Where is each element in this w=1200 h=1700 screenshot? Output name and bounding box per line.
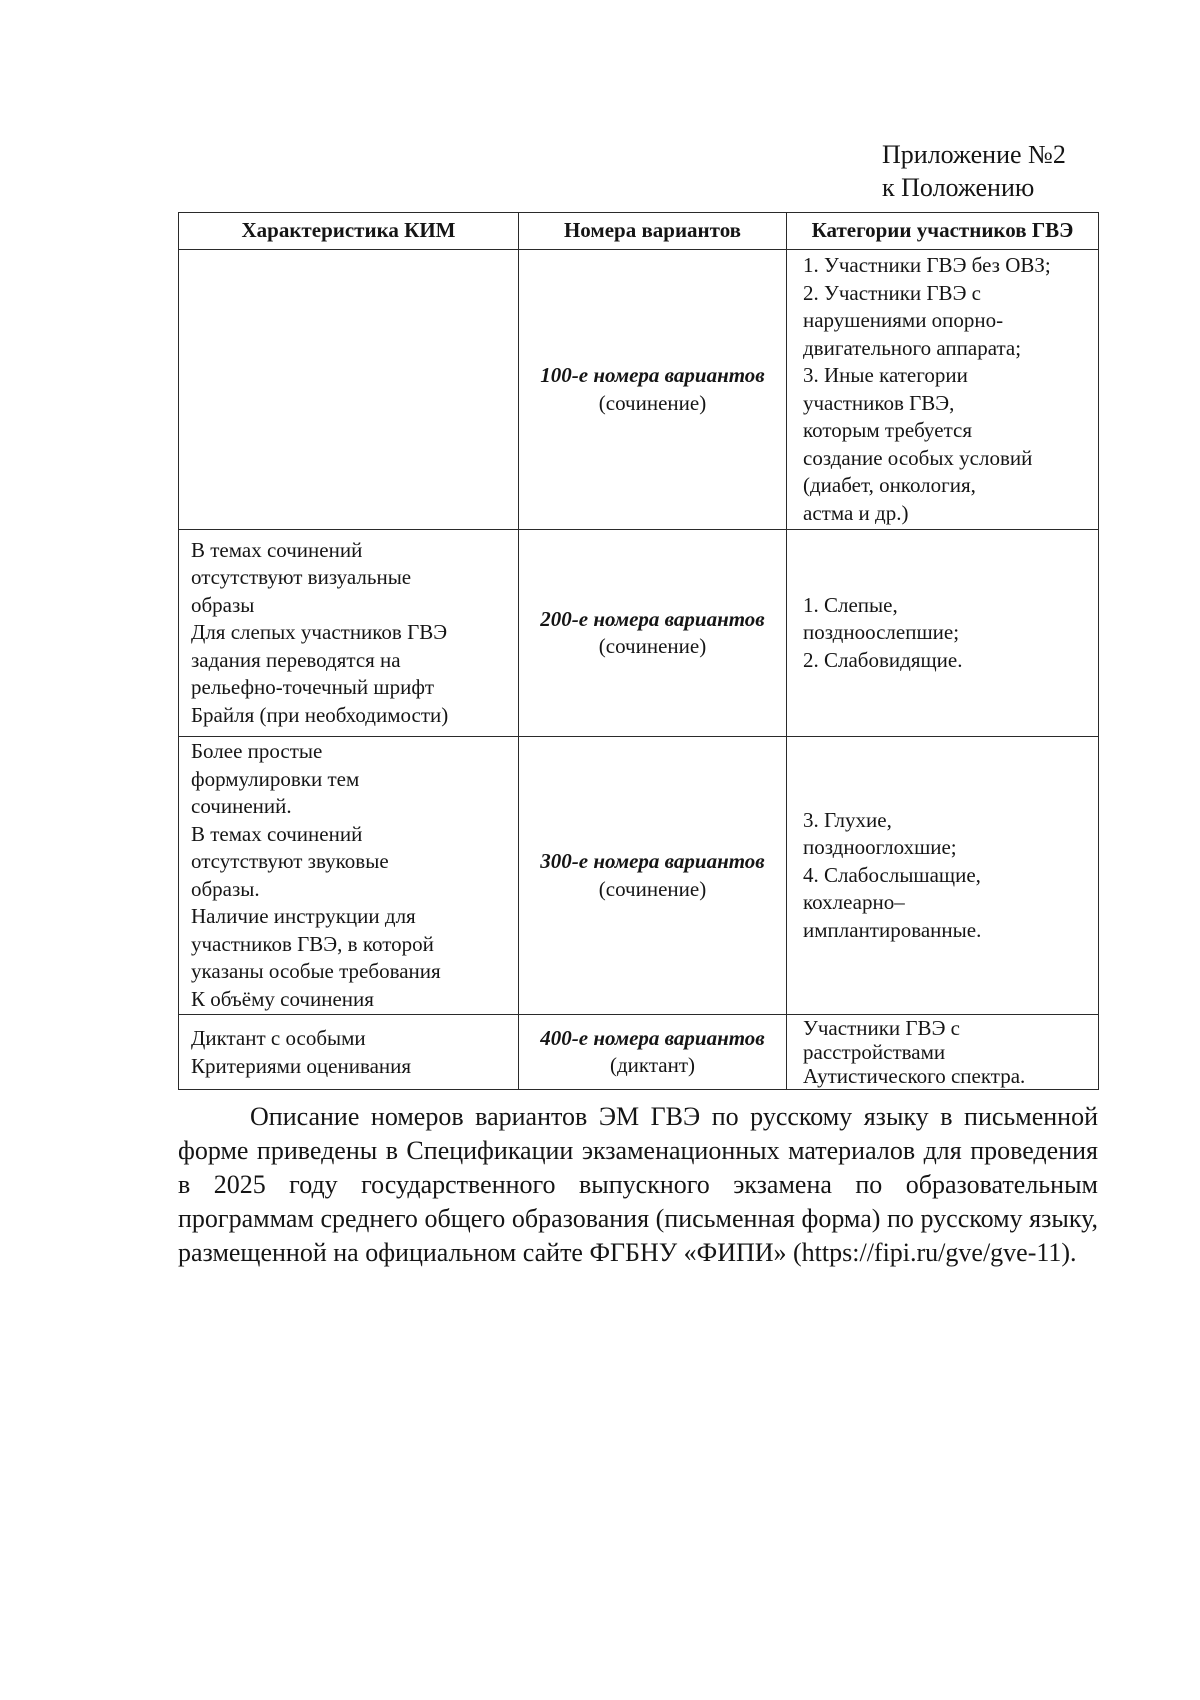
category-line: Аутистического спектра. (803, 1064, 1026, 1088)
characteristic-line: задания переводятся на (191, 647, 401, 672)
table-row (179, 1015, 1099, 1090)
table-row (179, 530, 1099, 737)
variant-cell (519, 530, 787, 737)
characteristic-line: К объёму сочинения (191, 986, 374, 1011)
category-line: поздноослепшие; (803, 620, 960, 645)
category-line: астма и др.) (803, 500, 909, 525)
paragraph-text: Описание номеров вариантов ЭМ ГВЭ по русскому языку в письменной форме приведены в Спецификации экзаменационных материалов для проведения в 2025 году государственного выпускного экзамена по образовательным программам среднего общего образования (письменная форма) по русскому языку, размещенной на официальном сайте ФГБНУ «ФИПИ» (https://fipi.ru/gve/gve-11). (178, 1102, 1098, 1267)
category-line: создание особых условий (803, 445, 1033, 470)
characteristic-line: отсутствуют визуальные (191, 565, 412, 590)
characteristic-line: указаны особые требования (191, 959, 441, 983)
appendix-number: Приложение №2 (882, 140, 1066, 169)
variant-number: 100-е номера вариантов (540, 363, 765, 387)
characteristic-line: формулировки тем (191, 766, 360, 791)
characteristic-line: Для слепых участников ГВЭ (191, 620, 448, 645)
category-line: 2. Участники ГВЭ с (803, 280, 981, 305)
variant-kind: (сочинение) (598, 634, 707, 658)
characteristics-cell (179, 250, 519, 530)
characteristic-line: отсутствуют звуковые (191, 849, 389, 873)
characteristic-line: Более простые (191, 739, 323, 763)
categories-cell (787, 737, 1099, 1015)
characteristic-line: рельефно-точечный шрифт (191, 675, 435, 700)
header-variant-numbers: Номера вариантов (519, 213, 787, 250)
characteristic-line: сочинений. (191, 794, 292, 818)
table-row (179, 737, 1099, 1015)
characteristic-line: Критериями оценивания (191, 1054, 412, 1078)
variant-kind: (диктант) (609, 1053, 695, 1077)
category-line: 2. Слабовидящие. (803, 647, 963, 672)
category-line: 3. Глухие, (803, 807, 892, 832)
variant-cell (519, 737, 787, 1015)
appendix-reference: к Положению (882, 173, 1035, 202)
category-line: нарушениями опорно- (803, 308, 1004, 332)
characteristic-line: образы (191, 592, 255, 617)
category-line: Участники ГВЭ с (803, 1016, 960, 1040)
table-row (179, 250, 1099, 530)
category-line: имплантированные. (803, 917, 982, 942)
characteristics-cell (179, 737, 519, 1015)
header-participant-categories: Категории участников ГВЭ (787, 213, 1099, 250)
category-line: 3. Иные категории (803, 363, 968, 387)
category-line: (диабет, онкология, (803, 473, 976, 497)
category-line: которым требуется (803, 418, 973, 442)
category-line: кохлеарно– (803, 890, 905, 915)
category-line: 1. Слепые, (803, 592, 898, 617)
characteristic-line: В темах сочинений (191, 821, 363, 846)
category-line: участников ГВЭ, (803, 390, 955, 415)
characteristic-line: В темах сочинений (191, 537, 363, 562)
variant-kind: (сочинение) (598, 390, 707, 415)
variant-number: 200-е номера вариантов (540, 606, 765, 631)
category-line: 4. Слабослышащие, (803, 862, 981, 887)
characteristics-cell (179, 1015, 519, 1090)
category-line: 1. Участники ГВЭ без ОВЗ; (803, 253, 1051, 277)
appendix-header (882, 138, 1066, 204)
characteristics-cell (179, 530, 519, 737)
header-kim-characteristics: Характеристика КИМ (179, 213, 519, 250)
characteristic-line: Брайля (при необходимости) (191, 702, 449, 727)
variant-number: 300-е номера вариантов (540, 849, 765, 873)
variant-cell (519, 250, 787, 530)
category-line: позднооглохшие; (803, 835, 957, 860)
categories-cell (787, 530, 1099, 737)
category-line: расстройствами (803, 1040, 946, 1064)
characteristic-line: Диктант с особыми (191, 1026, 366, 1050)
body-paragraph (178, 1100, 1098, 1270)
characteristic-line: участников ГВЭ, в которой (191, 931, 434, 956)
table-header-row (179, 213, 1099, 250)
variant-cell (519, 1015, 787, 1090)
characteristic-line: образы. (191, 876, 260, 901)
variant-number: 400-е номера вариантов (540, 1025, 765, 1050)
characteristic-line: Наличие инструкции для (191, 904, 416, 928)
variant-kind: (сочинение) (598, 876, 707, 901)
category-line: двигательного аппарата; (803, 335, 1022, 360)
categories-cell (787, 1015, 1099, 1090)
kim-categories-table (178, 212, 1099, 1090)
categories-cell (787, 250, 1099, 530)
